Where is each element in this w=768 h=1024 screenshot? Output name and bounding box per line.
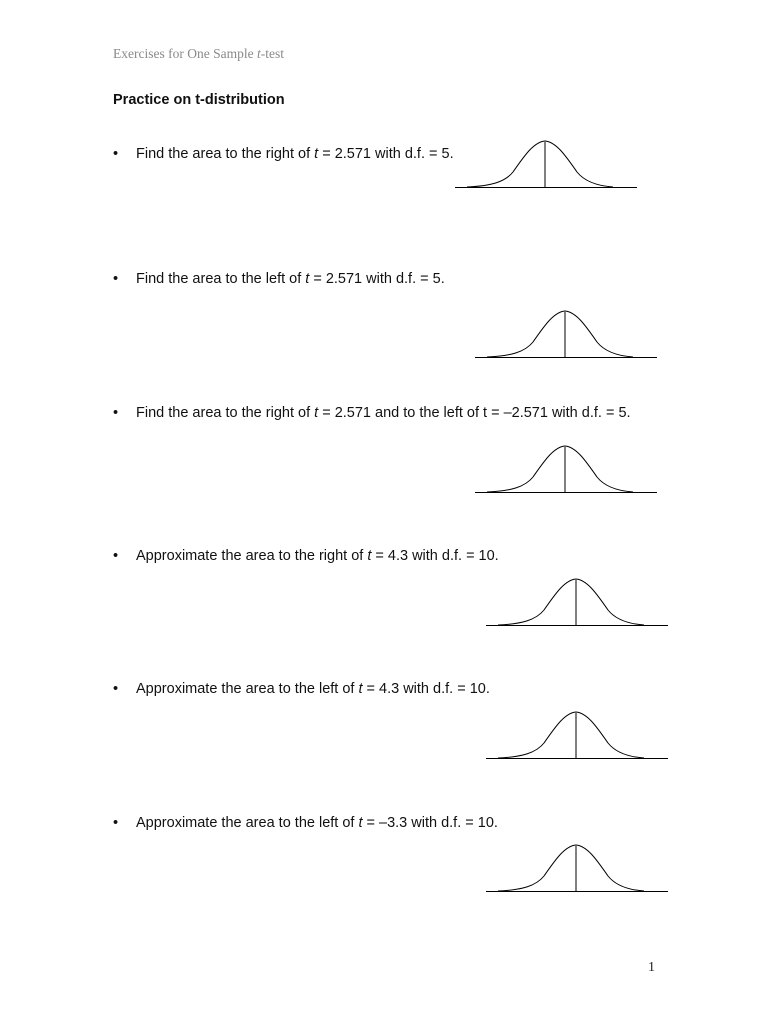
exercise-post: = 2.571 with d.f. = 5. [309,271,445,287]
exercise-text [136,548,499,564]
exercise-text [136,815,498,831]
exercise-pre: Approximate the area to the right of [136,548,368,564]
t-distribution-curve [486,709,668,761]
bell-curve [498,712,644,758]
running-header [113,46,284,62]
exercise-var: t [358,681,363,697]
bell-curve [487,311,633,357]
bullet-icon: • [113,681,119,697]
exercise-post: = –3.3 with d.f. = 10. [362,815,498,831]
t-distribution-curve [475,443,657,495]
exercise-post: = 2.571 with d.f. = 5. [318,146,454,162]
t-distribution-curve [475,308,657,360]
exercise-post: = 4.3 with d.f. = 10. [362,681,490,697]
exercise-text [136,146,454,162]
exercise-pre: Find the area to the left of [136,271,306,287]
exercise-var: t [305,271,310,287]
exercise-pre: Find the area to the right of [136,146,315,162]
bell-curve [487,446,633,492]
page-number: 1 [648,960,655,975]
exercise-post: = 2.571 and to the left of t = –2.571 with d.f. = 5. [318,405,631,421]
t-distribution-curve [486,842,668,894]
exercise-text [136,271,445,287]
bell-curve [498,579,644,625]
bell-curve [498,845,644,891]
bullet-icon: • [113,815,119,831]
exercise-var: t [314,405,319,421]
exercise-var: t [358,815,363,831]
bullet-icon: • [113,146,119,162]
section-title: Practice on t-distribution [113,92,285,108]
t-distribution-curve [455,138,637,190]
header-italic-t: t [256,46,261,61]
exercise-text [136,405,631,421]
t-distribution-curve [486,576,668,628]
exercise-text [136,681,490,697]
exercise-pre: Approximate the area to the left of [136,815,359,831]
exercise-pre: Find the area to the right of [136,405,315,421]
exercise-pre: Approximate the area to the left of [136,681,359,697]
exercise-var: t [367,548,372,564]
exercise-post: = 4.3 with d.f. = 10. [371,548,499,564]
bullet-icon: • [113,548,119,564]
bullet-icon: • [113,405,119,421]
header-prefix: Exercises for One Sample [113,46,257,61]
header-suffix: -test [260,46,284,61]
bell-curve [467,141,613,187]
exercise-var: t [314,146,319,162]
bullet-icon: • [113,271,119,287]
